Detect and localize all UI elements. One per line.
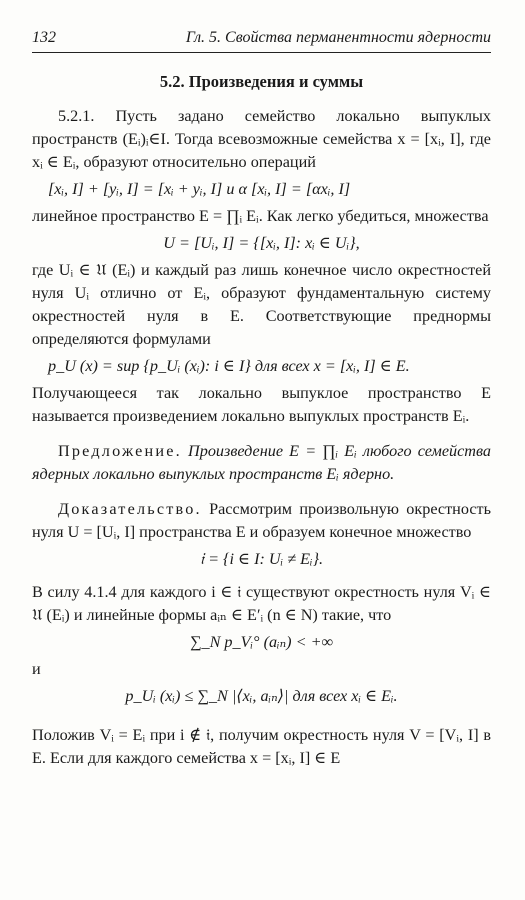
proof-label: Доказательство. bbox=[58, 500, 202, 518]
paragraph-by-4-1-4: В силу 4.1.4 для каждого i ∈ 𝔦 существуют окрестность нуля Vᵢ ∈ 𝔘 (Eᵢ) и линейные формы aᵢₙ ∈ E′ᵢ (n ∈ N) такие, что bbox=[32, 583, 491, 624]
conjunction-and: и bbox=[32, 660, 41, 678]
running-title: Гл. 5. Свойства перманентности ядерности bbox=[185, 29, 491, 46]
proposition bbox=[32, 440, 491, 486]
page-header bbox=[32, 24, 491, 53]
paragraph-fundamental-system: где Uᵢ ∈ 𝔘 (Eᵢ) и каждый раз лишь конечное число окрестностей нуля Uᵢ отлично от Eᵢ, образуют фундаментальную систему окрестностей нуля в E. Соответствующие преднормы определяются формулами bbox=[32, 261, 491, 348]
formula-prenorm: p_U (x) = sup {p_Uᵢ (xᵢ): i ∈ I} для всех x = [xᵢ, I] ∈ E. bbox=[48, 357, 410, 375]
paragraph-5-2-1: 5.2.1. Пусть задано семейство локально выпуклых пространств (Eᵢ)ᵢ∈I. Тогда всевозможные семейства x = [xᵢ, I], где xᵢ ∈ Eᵢ, образуют относительно операций bbox=[32, 107, 491, 171]
proof bbox=[32, 498, 491, 544]
paragraph-setting-v: Положив Vᵢ = Eᵢ при i ∉ 𝔦, получим окрестность нуля V = [Vᵢ, I] в E. Если для каждого семейства x = [xᵢ, I] ∈ E bbox=[32, 726, 491, 767]
formula-operations: [xᵢ, I] + [yᵢ, I] = [xᵢ + yᵢ, I] и α [xᵢ, I] = [αxᵢ, I] bbox=[48, 180, 351, 198]
formula-neighborhoods: U = [Uᵢ, I] = {[xᵢ, I]: xᵢ ∈ Uᵢ}, bbox=[163, 234, 360, 252]
proposition-text: Произведение E = ∏ᵢ Eᵢ любого семейства ядерных локально выпуклых пространств Eᵢ ядерно. bbox=[32, 442, 491, 483]
page-number: 132 bbox=[32, 29, 56, 46]
formula-prenorm-estimate: p_Uᵢ (xᵢ) ≤ ∑_N |⟨xᵢ, aᵢₙ⟩| для всех xᵢ ∈ Eᵢ. bbox=[125, 687, 398, 705]
paragraph-product-definition: Получающееся так локально выпуклое пространство E называется произведением локально выпуклых пространств Eᵢ. bbox=[32, 384, 491, 425]
proof-text: Рассмотрим произвольную окрестность нуля U = [Uᵢ, I] пространства E и образуем конечное множество bbox=[32, 500, 491, 541]
formula-series-finite: ∑_N p_Vᵢ° (aᵢₙ) < +∞ bbox=[189, 633, 334, 651]
proposition-label: Предложение. bbox=[58, 442, 182, 460]
formula-finite-set: 𝔦 = {i ∈ I: Uᵢ ≠ Eᵢ}. bbox=[199, 550, 324, 568]
paragraph-product-space: линейное пространство E = ∏ᵢ Eᵢ. Как легко убедиться, множества bbox=[32, 207, 489, 225]
page-body bbox=[32, 70, 491, 770]
section-title: 5.2. Произведения и суммы bbox=[159, 72, 364, 91]
